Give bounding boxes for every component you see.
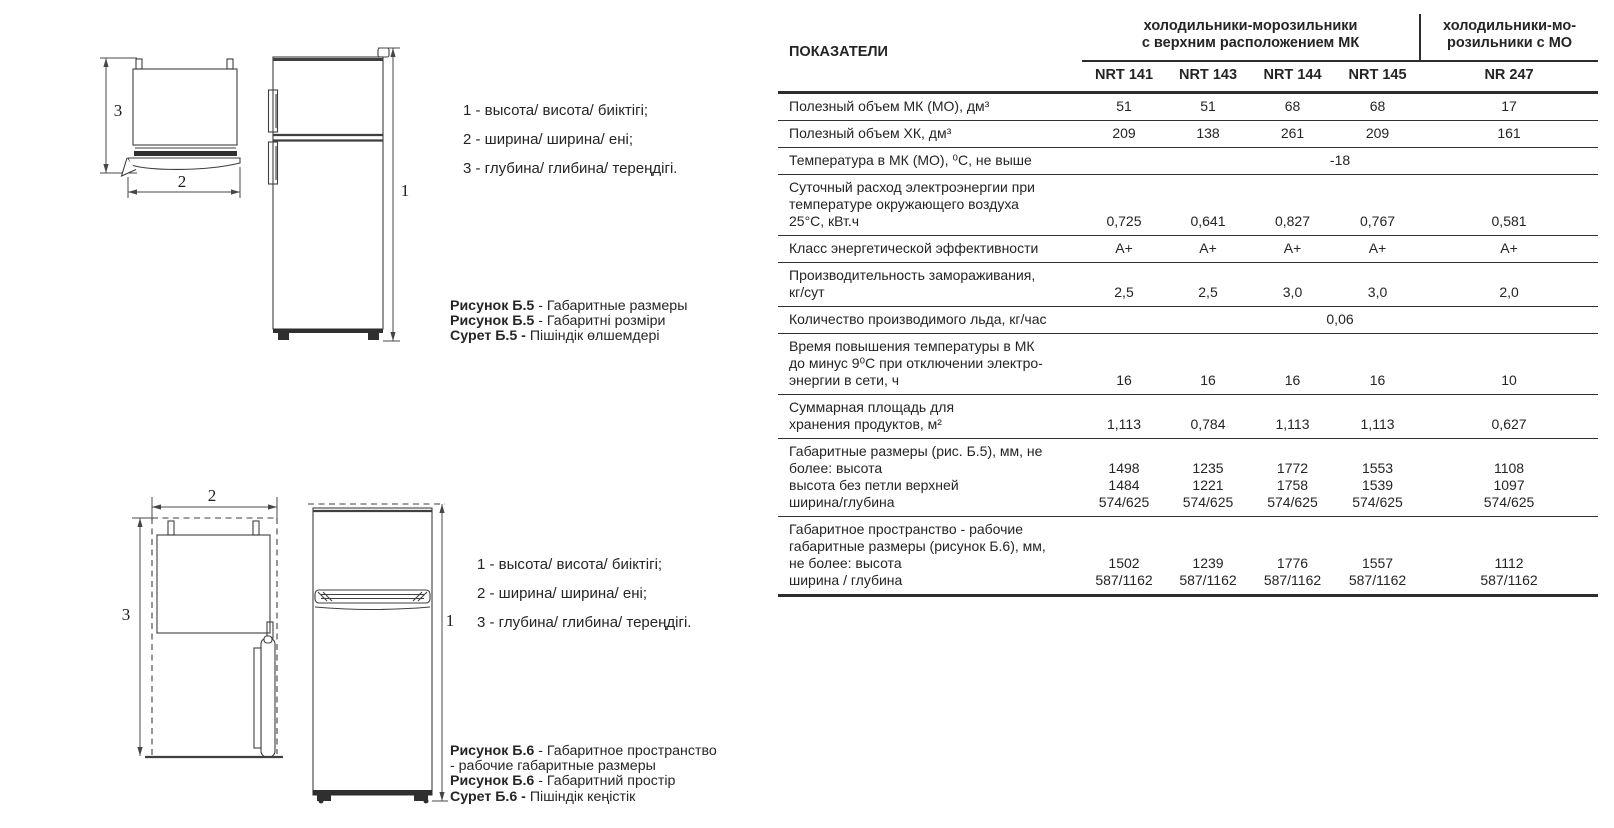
legend-line: 3 - глубина/ глибина/ тереңдігі. xyxy=(463,160,678,177)
b6-hinge-right xyxy=(253,521,259,535)
caption-line: Сурет Б.5 - Пішіндік өлшемдері xyxy=(450,328,660,345)
cell-value: 1,113 xyxy=(1250,395,1335,439)
b5-cabinet-front-outline xyxy=(273,57,383,329)
b5-top-view xyxy=(100,58,240,198)
spec-row xyxy=(778,395,1598,439)
b5-width-label: 2 xyxy=(177,172,187,191)
b5-hinge-right xyxy=(227,59,233,69)
b6-width-dimension xyxy=(152,486,277,518)
cell-value: 0,784 xyxy=(1166,395,1250,439)
row-label: Суточный расход электроэнергии при температуре окружающего воздуха 25°С, кВт.ч xyxy=(778,175,1082,236)
b5-front-view xyxy=(269,48,410,341)
caption-line: Сурет Б.6 - Пішіндік кеңістік xyxy=(450,788,636,805)
caption-line: Рисунок Б.6 - Габаритное пространство xyxy=(450,743,717,759)
b5-cabinet-top-outline xyxy=(133,69,237,145)
legend-line: 2 - ширина/ ширина/ ені; xyxy=(463,131,633,148)
spec-row xyxy=(778,148,1598,175)
model-header: NRT 145 xyxy=(1335,61,1420,93)
cell-value: 1776 587/1162 xyxy=(1250,517,1335,596)
cell-value: 1,113 xyxy=(1082,395,1166,439)
figure-b6-caption xyxy=(450,744,717,805)
cell-value: А+ xyxy=(1250,236,1335,263)
cell-value: 161 xyxy=(1420,121,1598,148)
spec-row xyxy=(778,517,1598,596)
figure-b5-legend xyxy=(463,102,677,189)
cell-value: 1112 587/1162 xyxy=(1420,517,1598,596)
caption-line: Рисунок Б.5 - Габаритные размеры xyxy=(450,298,688,314)
figure-b5-diagram xyxy=(90,38,420,358)
b6-door-knob xyxy=(264,636,272,643)
indicators-header: ПОКАЗАТЕЛИ xyxy=(778,14,1082,93)
cell-value: 51 xyxy=(1166,93,1250,121)
cell-value: 3,0 xyxy=(1250,263,1335,307)
cell-value: 1502 587/1162 xyxy=(1082,517,1166,596)
cell-value: А+ xyxy=(1166,236,1250,263)
group2-header: холодильники-мо- розильники с МО xyxy=(1420,14,1598,61)
figure-b6-diagram xyxy=(115,480,460,810)
cell-value: 1772 1758 574/625 xyxy=(1250,439,1335,517)
row-label: Габаритные размеры (рис. Б.5), мм, не более: высота высота без петли верхней ширина/глубина xyxy=(778,439,1082,517)
spec-row xyxy=(778,175,1598,236)
model-header: NR 247 xyxy=(1420,61,1598,93)
merged-value: -18 xyxy=(1082,148,1598,175)
cell-value: 138 xyxy=(1166,121,1250,148)
cell-value: 0,725 xyxy=(1082,175,1166,236)
spec-table-body xyxy=(778,93,1598,596)
cell-value: А+ xyxy=(1082,236,1166,263)
cell-value: 68 xyxy=(1250,93,1335,121)
legend-line: 3 - глубина/ глибина/ тереңдігі. xyxy=(477,614,692,631)
cell-value: 0,581 xyxy=(1420,175,1598,236)
cell-value: А+ xyxy=(1335,236,1420,263)
cell-value: 16 xyxy=(1082,334,1166,395)
cell-value: 209 xyxy=(1082,121,1166,148)
cell-value: 1498 1484 574/625 xyxy=(1082,439,1166,517)
b5-hinge-left xyxy=(136,59,142,69)
b6-open-door-panel xyxy=(254,648,261,748)
spec-row xyxy=(778,439,1598,517)
cell-value: 0,767 xyxy=(1335,175,1420,236)
cell-value: А+ xyxy=(1420,236,1598,263)
b6-front-view xyxy=(308,504,454,804)
cell-value: 1108 1097 574/625 xyxy=(1420,439,1598,517)
cell-value: 2,5 xyxy=(1166,263,1250,307)
legend-line: 1 - высота/ висота/ биіктігі; xyxy=(463,102,649,119)
row-label: Производительность замораживания, кг/сут xyxy=(778,263,1082,307)
cell-value: 10 xyxy=(1420,334,1598,395)
b5-depth-dimension xyxy=(100,58,137,173)
cell-value: 16 xyxy=(1335,334,1420,395)
row-label: Габаритное пространство - рабочие габаритные размеры (рисунок Б.6), мм, не более: высота ширина / глубина xyxy=(778,517,1082,596)
spec-table xyxy=(778,14,1598,597)
b5-foot-right xyxy=(368,333,379,340)
spec-row xyxy=(778,263,1598,307)
spec-row xyxy=(778,121,1598,148)
row-label: Температура в МК (МО), ⁰С, не выше xyxy=(778,148,1082,175)
b6-width-label: 2 xyxy=(207,486,217,505)
spec-row xyxy=(778,334,1598,395)
cell-value: 1553 1539 574/625 xyxy=(1335,439,1420,517)
row-label: Полезный объем ХК, дм³ xyxy=(778,121,1082,148)
cell-value: 3,0 xyxy=(1335,263,1420,307)
cell-value: 2,5 xyxy=(1082,263,1166,307)
row-label: Класс энергетической эффективности xyxy=(778,236,1082,263)
spec-row xyxy=(778,236,1598,263)
cell-value: 2,0 xyxy=(1420,263,1598,307)
cell-value: 0,627 xyxy=(1420,395,1598,439)
cell-value: 51 xyxy=(1082,93,1166,121)
model-header: NRT 144 xyxy=(1250,61,1335,93)
b5-door-curve xyxy=(128,158,240,169)
legend-line: 2 - ширина/ ширина/ ені; xyxy=(477,585,647,602)
cell-value: 1235 1221 574/625 xyxy=(1166,439,1250,517)
b6-cabinet-top-outline xyxy=(157,535,270,633)
b6-open-door xyxy=(261,638,275,757)
b6-hinge-left xyxy=(168,521,174,535)
cell-value: 17 xyxy=(1420,93,1598,121)
b5-door-seal xyxy=(134,151,237,156)
b5-top-hinge-cap xyxy=(378,48,389,57)
cell-value: 1,113 xyxy=(1335,395,1420,439)
row-label: Суммарная площадь для хранения продуктов, м² xyxy=(778,395,1082,439)
cell-value: 16 xyxy=(1250,334,1335,395)
cell-value: 16 xyxy=(1166,334,1250,395)
caption-line: - рабочие габаритные размеры xyxy=(450,758,656,775)
b6-handle-trim xyxy=(315,590,430,603)
spec-row xyxy=(778,307,1598,334)
b6-cabinet-front-outline xyxy=(313,508,432,795)
b6-depth-dimension xyxy=(122,518,152,756)
merged-value: 0,06 xyxy=(1082,307,1598,334)
group-header-row xyxy=(778,14,1598,61)
b6-depth-label: 3 xyxy=(121,605,131,624)
row-label: Полезный объем МК (МО), дм³ xyxy=(778,93,1082,121)
cell-value: 68 xyxy=(1335,93,1420,121)
figure-b6-legend xyxy=(477,556,691,643)
b6-height-label: 1 xyxy=(445,611,455,630)
caption-line: Рисунок Б.6 - Габаритний простір xyxy=(450,773,676,790)
b5-depth-label: 3 xyxy=(113,101,123,120)
cell-value: 0,827 xyxy=(1250,175,1335,236)
model-header: NRT 143 xyxy=(1166,61,1250,93)
cell-value: 261 xyxy=(1250,121,1335,148)
cell-value: 1557 587/1162 xyxy=(1335,517,1420,596)
group1-header: холодильники-морозильники с верхним расположением МК xyxy=(1082,14,1420,61)
row-label: Время повышения температуры в МК до минус 9⁰С при отключении электро- энергии в сети, ч xyxy=(778,334,1082,395)
b6-top-view xyxy=(122,486,283,757)
row-label: Количество производимого льда, кг/час xyxy=(778,307,1082,334)
legend-line: 1 - высота/ висота/ биіктігі; xyxy=(477,556,663,573)
cell-value: 1239 587/1162 xyxy=(1166,517,1250,596)
cell-value: 209 xyxy=(1335,121,1420,148)
cell-value: 0,641 xyxy=(1166,175,1250,236)
caption-line: Рисунок Б.5 - Габаритні розміри xyxy=(450,313,666,330)
figure-b5-caption xyxy=(450,299,687,345)
model-header: NRT 141 xyxy=(1082,61,1166,93)
b5-foot-left xyxy=(278,333,289,340)
b5-height-label: 1 xyxy=(400,181,410,200)
b5-width-dimension xyxy=(128,167,240,198)
spec-row xyxy=(778,93,1598,121)
